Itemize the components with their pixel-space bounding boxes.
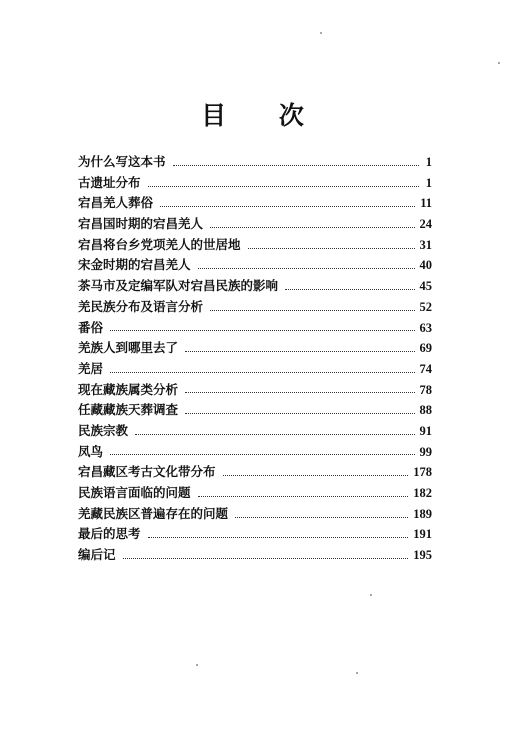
dot-leader	[198, 268, 415, 269]
dot-leader	[185, 413, 414, 414]
toc-entry-title: 民族宗教	[78, 422, 129, 438]
toc-entry-title: 最后的思考	[78, 526, 141, 542]
toc-entry-page: 45	[419, 279, 432, 294]
dot-leader	[135, 434, 414, 435]
toc-entry-page: 69	[419, 341, 432, 356]
toc-entry-title: 任藏藏族天葬调查	[78, 402, 179, 418]
toc-entry[interactable]	[78, 462, 432, 483]
dot-leader	[185, 351, 414, 352]
toc-entry-page: 1	[425, 175, 432, 190]
toc-entry-title: 凤鸟	[78, 443, 104, 459]
scan-speck	[356, 672, 358, 674]
toc-entry-page: 191	[413, 527, 432, 542]
toc-entry-title: 民族语言面临的问题	[78, 485, 191, 500]
toc-entry[interactable]	[78, 276, 432, 297]
toc-entry-title: 宕昌藏区考古文化带分布	[78, 464, 216, 480]
dot-leader	[148, 537, 409, 538]
toc-entry[interactable]	[78, 504, 432, 525]
page-title: 目 次	[201, 101, 326, 130]
scan-speck	[498, 62, 500, 64]
toc-entry[interactable]	[78, 235, 432, 256]
toc-entry-page: 189	[413, 506, 432, 521]
toc-entry[interactable]	[78, 193, 432, 214]
toc-entry-title: 为什么写这本书	[78, 154, 166, 169]
toc-entry[interactable]	[78, 359, 432, 380]
table-of-contents	[78, 152, 432, 566]
toc-entry-title: 羌居	[78, 360, 104, 376]
toc-entry-title: 宕昌羌人葬俗	[78, 195, 154, 211]
toc-entry-page: 31	[419, 237, 432, 252]
toc-entry-page: 40	[419, 258, 432, 273]
toc-entry-page: 24	[419, 217, 432, 232]
dot-leader	[160, 206, 415, 207]
dot-leader	[210, 310, 414, 311]
dot-leader	[185, 392, 414, 393]
toc-entry[interactable]	[78, 524, 432, 545]
scan-speck	[320, 32, 322, 34]
toc-entry[interactable]	[78, 297, 432, 318]
toc-entry-title: 古遗址分布	[78, 174, 141, 190]
dot-leader	[148, 186, 419, 187]
toc-entry-page: 91	[419, 423, 432, 438]
toc-entry-page: 178	[413, 465, 432, 480]
toc-entry-page: 182	[413, 486, 432, 500]
dot-leader	[210, 227, 414, 228]
scan-speck	[196, 664, 198, 666]
toc-entry-page: 52	[419, 299, 432, 314]
toc-entry-title: 茶马市及定编军队对宕昌民族的影响	[78, 278, 279, 294]
toc-entry-title: 宕昌国时期的宕昌羌人	[78, 216, 204, 232]
toc-entry[interactable]	[78, 338, 432, 359]
scan-speck	[370, 594, 372, 596]
toc-entry-page: 74	[419, 361, 432, 376]
toc-entry-page: 1	[425, 155, 432, 169]
dot-leader	[173, 165, 419, 166]
toc-entry[interactable]	[78, 442, 432, 463]
toc-entry-title: 宋金时期的宕昌羌人	[78, 257, 191, 273]
dot-leader	[285, 289, 414, 290]
dot-leader	[223, 475, 409, 476]
toc-entry-title: 番俗	[78, 319, 104, 335]
toc-entry[interactable]	[78, 214, 432, 235]
toc-entry-title: 羌民族分布及语言分析	[78, 298, 204, 314]
dot-leader	[110, 330, 414, 331]
toc-entry[interactable]	[78, 152, 432, 173]
toc-entry-page: 195	[413, 548, 432, 563]
toc-entry[interactable]	[78, 255, 432, 276]
toc-entry-title: 编后记	[78, 547, 116, 563]
toc-entry[interactable]	[78, 318, 432, 339]
toc-entry-page: 78	[419, 382, 432, 397]
toc-entry[interactable]	[78, 380, 432, 401]
toc-entry-title: 现在藏族属类分析	[78, 381, 179, 397]
toc-entry-page: 11	[420, 196, 432, 211]
toc-entry[interactable]	[78, 545, 432, 566]
toc-entry-page: 88	[419, 403, 432, 418]
toc-entry-page: 99	[419, 444, 432, 459]
toc-entry[interactable]	[78, 173, 432, 194]
toc-entry[interactable]	[78, 421, 432, 442]
dot-leader	[235, 517, 408, 518]
dot-leader	[123, 558, 409, 559]
dot-leader	[248, 248, 415, 249]
dot-leader	[198, 496, 409, 497]
toc-entry-title: 宕昌将台乡党项羌人的世居地	[78, 236, 241, 252]
toc-entry[interactable]	[78, 400, 432, 421]
toc-entry-page: 63	[419, 320, 432, 335]
dot-leader	[110, 372, 414, 373]
toc-entry-title: 羌族人到哪里去了	[78, 340, 179, 356]
toc-entry-title: 羌藏民族区普遍存在的问题	[78, 505, 229, 521]
toc-entry[interactable]	[78, 483, 432, 504]
dot-leader	[110, 454, 414, 455]
